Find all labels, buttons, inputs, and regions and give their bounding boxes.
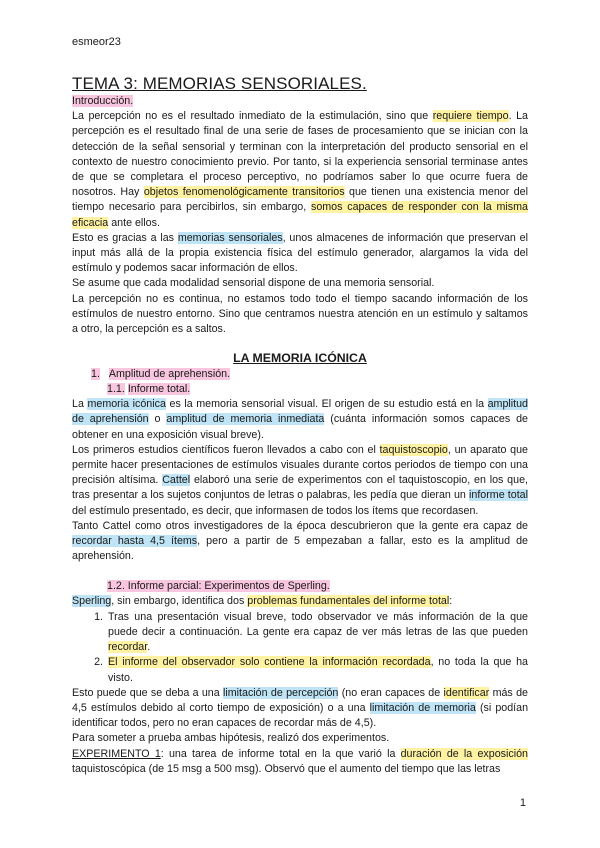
highlight-blue: recordar hasta 4,5 ítems xyxy=(72,535,198,548)
highlight-yellow: duración de la exposición xyxy=(400,747,528,760)
intro-paragraph-2 xyxy=(72,231,528,277)
highlight-blue: memoria icónica xyxy=(87,398,166,411)
text-run: , no toda la que ha visto. xyxy=(108,656,528,684)
intro-label-text: Introducción. xyxy=(72,95,134,107)
text-run: Tras una presentación visual breve, todo observador ve más información de la que puede decir a continuación. La gente era capaz de ver más letras de las que pueden xyxy=(108,610,528,638)
heading-1-1-text: Informe total. xyxy=(127,383,191,396)
intro-label xyxy=(72,94,528,109)
text-run: elaboró una serie de experimentos con el taquistoscopio, en los que, tras presentar a los sujetos conjuntos de letras o palabras, les pedía que dieran un xyxy=(72,474,528,502)
experiment-1-paragraph xyxy=(72,747,528,777)
text-run: del estímulo presentado, es decir, que informasen de todos los ítems que recordasen. xyxy=(72,504,479,517)
highlight-blue: Cattel xyxy=(162,474,191,487)
highlight-yellow: taquistoscopio xyxy=(379,443,448,456)
text-run: : xyxy=(449,595,453,608)
highlight-blue: amplitud de memoria inmediata xyxy=(166,413,325,426)
heading-1-1-number: 1.1. xyxy=(107,383,125,396)
text-run: , un aparato que permite hacer presentaciones de estímulos visuales durante cortos periodos de tiempo con una precisión altísima. xyxy=(72,443,528,487)
iconic-paragraph-2 xyxy=(72,443,528,519)
heading-1-1 xyxy=(72,382,528,397)
text-run: (no eran capaces de xyxy=(338,686,444,699)
spacer xyxy=(72,564,528,579)
text-run: Tanto Cattel como otros investigadores de la época descubrieron que la gente era capaz de xyxy=(72,519,528,532)
highlight-blue: Sperling xyxy=(72,595,112,608)
highlight-blue: memorias sensoriales xyxy=(177,231,283,244)
highlight-yellow: somos capaces de responder con la misma eficacia xyxy=(72,201,528,229)
highlight-yellow: El informe del observador solo contiene la información recordada xyxy=(108,656,431,669)
author-header: esmeor23 xyxy=(72,36,121,48)
highlight-yellow: problemas fundamentales del informe total xyxy=(247,595,450,608)
page-title: TEMA 3: MEMORIAS SENSORIALES. xyxy=(72,74,367,93)
intro-paragraph-4: La percepción no es continua, no estamos todo todo el tiempo sacando información de los estímulos de nuestro entorno. Sino que centramos nuestra atención en un estímulo y saltamos a otro, la percepción es a saltos. xyxy=(72,292,528,336)
list-item xyxy=(106,610,528,656)
text-run: más de 4,5 estímulos debido al corto tiempo de exposición) o a una xyxy=(72,686,528,714)
text-run: Esto puede que se deba a una xyxy=(72,686,224,699)
heading-1 xyxy=(72,367,528,382)
highlight-blue: limitación de percepción xyxy=(223,686,339,699)
sperling-paragraph xyxy=(72,594,528,609)
text-run: . La percepción es el resultado final de una serie de fases de procesamiento que se inician con la detección de la señal sensorial y terminan con la interpretación del producto sensorial en el contexto de nuestro conocimiento previo. Por tanto, si la experiencia sensorial terminase antes de que se completara el proceso perceptivo, no podríamos saber lo que ocurre fuera de nosotros. Hay xyxy=(72,110,528,199)
highlight-blue: informe total xyxy=(469,489,528,502)
highlight-yellow: recordar xyxy=(108,641,148,654)
text-run: , pero a partir de 5 empezaban a fallar, esto es la amplitud de aprehensión. xyxy=(72,535,528,563)
text-run: , sin embargo, identifica dos xyxy=(111,595,248,608)
intro-paragraph-3: Se asume que cada modalidad sensorial dispone de una memoria sensorial. xyxy=(72,277,435,290)
heading-1-number: 1. xyxy=(91,368,100,381)
iconic-paragraph-3 xyxy=(72,519,528,565)
text-run: , unos almacenes de información que preservan el input más allá de la propia existencia física del estímulo generador, alargamos la vida del estímulo y podemos sacar información de ellos. xyxy=(72,231,528,275)
intro-paragraph-1 xyxy=(72,109,528,231)
text-run: que tienen una existencia menor del tiempo necesario para percibirlos, sin embargo, xyxy=(72,186,528,214)
highlight-blue: amplitud de aprehensión xyxy=(72,398,529,426)
problems-list xyxy=(72,610,528,686)
highlight-yellow: identificar xyxy=(443,686,490,699)
highlight-yellow: objetos fenomenológicamente transitorios xyxy=(143,186,345,199)
text-run: Esto es gracias a las xyxy=(72,231,178,244)
text-run: taquistoscópica (de 15 msg a 500 msg). Observó que el aumento del tiempo que las letras xyxy=(72,762,501,775)
text-run: ante ellos. xyxy=(108,216,160,229)
iconic-paragraph-1 xyxy=(72,397,528,443)
heading-1-2 xyxy=(72,579,528,594)
text-run: (cuánta información somos capaces de obtener en una exposición visual breve). xyxy=(72,413,528,441)
highlight-yellow: requiere tiempo xyxy=(432,110,509,123)
experiment-1-label: EXPERIMENTO 1 xyxy=(72,747,161,760)
text-run: es la memoria sensorial visual. El origen de su estudio está en la xyxy=(165,398,488,411)
highlight-blue: limitación de memoria xyxy=(369,701,476,714)
page-number: 1 xyxy=(519,797,526,809)
text-run: La xyxy=(72,398,88,411)
experiments-intro: Para someter a prueba ambas hipótesis, realizó dos experimentos. xyxy=(72,732,390,745)
list-item xyxy=(106,655,528,685)
text-run: : una tarea de informe total en la que varió la xyxy=(160,747,401,760)
heading-1-2-text: 1.2. Informe parcial: Experimentos de Sperling. xyxy=(107,580,330,593)
text-run: La percepción no es el resultado inmediato de la estimulación, sino que xyxy=(72,110,433,123)
text-run: o xyxy=(148,413,167,426)
section-title: LA MEMORIA ICÓNICA xyxy=(233,351,367,366)
hypothesis-paragraph xyxy=(72,686,528,732)
text-run: Los primeros estudios científicos fueron llevados a cabo con el xyxy=(72,443,380,456)
text-run: . xyxy=(147,641,151,654)
heading-1-text: Amplitud de aprehensión. xyxy=(108,368,231,381)
text-run: (si podían identificar todos, pero no eran capaces de recordar más de 4,5). xyxy=(72,701,529,730)
document-body xyxy=(72,74,528,777)
